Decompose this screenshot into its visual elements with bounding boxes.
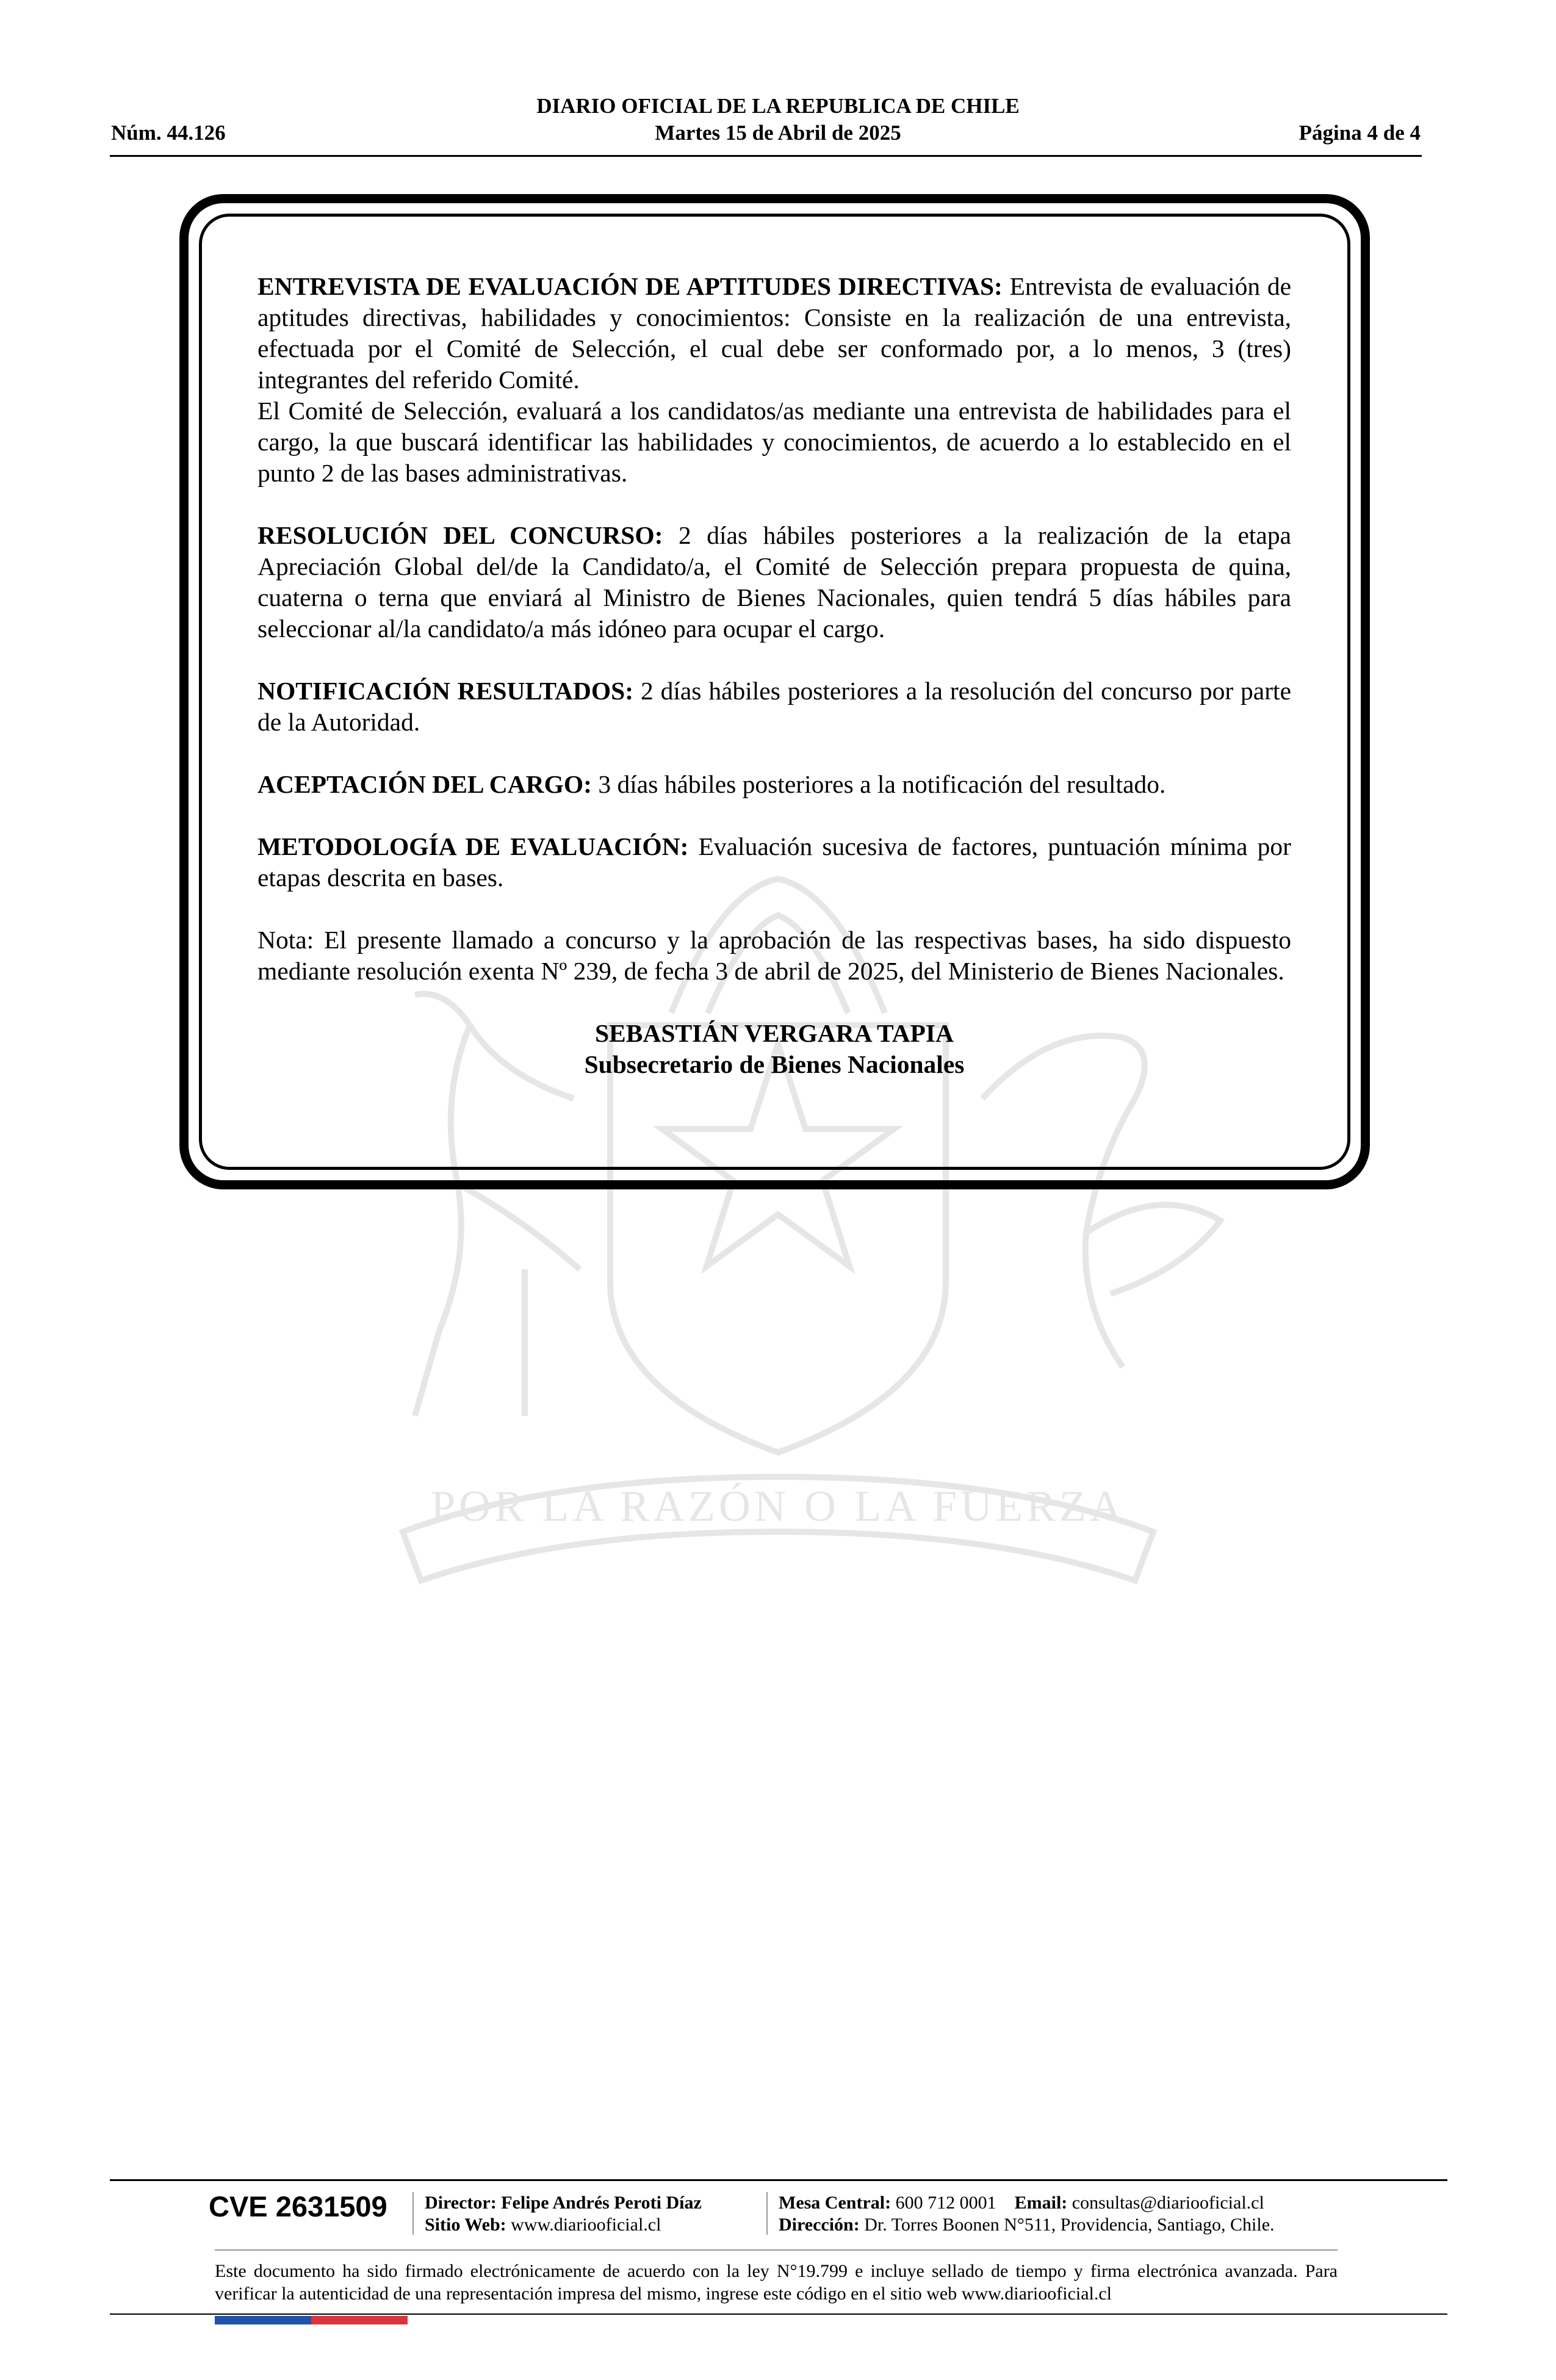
section-metodologia <box>258 831 1291 893</box>
section-heading: NOTIFICACIÓN RESULTADOS: <box>258 677 634 705</box>
flag-blue-segment <box>215 2316 311 2324</box>
footer-divider-bottom <box>110 2313 1447 2315</box>
chile-flag-stripe <box>215 2316 408 2324</box>
director-label: Director: <box>425 2193 497 2213</box>
footer-divider-top <box>110 2179 1447 2181</box>
address-label: Dirección: <box>779 2215 860 2235</box>
legal-notice: Este documento ha sido firmado electrónicamente de acuerdo con la ley N°19.799 e incluye sellado de tiempo y firma electrónica avanzada. Para verificar la autenticidad de una representación impresa del mismo, ingrese este código en el sitio web www.diariooficial.cl <box>215 2261 1338 2304</box>
email-link[interactable]: consultas@diariooficial.cl <box>1072 2193 1264 2213</box>
section-resolucion <box>258 520 1291 644</box>
signatory-name: SEBASTIÁN VERGARA TAPIA <box>594 1019 954 1047</box>
section-text: 3 días hábiles posteriores a la notificación del resultado. <box>598 770 1166 798</box>
header-divider <box>110 155 1422 157</box>
issue-number: Núm. 44.126 <box>111 121 226 145</box>
email-label: Email: <box>1014 2193 1068 2213</box>
mesa-label: Mesa Central: <box>779 2193 891 2213</box>
section-heading: RESOLUCIÓN DEL CONCURSO: <box>258 521 663 549</box>
signature-block <box>258 1018 1291 1080</box>
masthead-date: Martes 15 de Abril de 2025 <box>655 121 901 145</box>
footer-director-block <box>425 2192 702 2236</box>
section-text: 2 días hábiles posteriores a la realización de la etapa Apreciación Global del/de la Candidato/a, el Comité de Selección prepara propuesta de quina, cuaterna o terna que enviará al Ministro de Bienes Nacionales, quien tendrá 5 días hábiles para seleccionar al/la candidato/a más idóneo para ocupar el cargo. <box>258 521 1291 643</box>
section-heading: METODOLOGÍA DE EVALUACIÓN: <box>258 832 689 860</box>
section-entrevista <box>258 271 1291 395</box>
mesa-phone: 600 712 0001 <box>895 2193 996 2213</box>
section-heading: ACEPTACIÓN DEL CARGO: <box>258 770 592 798</box>
notice-body <box>258 271 1291 1080</box>
signatory-title: Subsecretario de Bienes Nacionales <box>584 1050 965 1078</box>
motto-text: POR LA RAZÓN O LA FUERZA <box>430 1482 1126 1531</box>
director-name: Felipe Andrés Peroti Díaz <box>501 2193 702 2213</box>
note-paragraph: Nota: El presente llamado a concurso y la aprobación de las respectivas bases, ha sido dispuesto mediante resolución exenta Nº 239, de fecha 3 de abril de 2025, del Ministerio de Bienes Nacionales. <box>258 926 1291 985</box>
section-text: 2 días hábiles posteriores a la resolución del concurso por parte de la Autoridad. <box>258 677 1292 736</box>
section-entrevista-extra: El Comité de Selección, evaluará a los candidatos/as mediante una entrevista de habilidades para el cargo, la que buscará identificar las habilidades y conocimientos, de acuerdo a lo establecido en el punto 2 de las bases administrativas. <box>258 397 1291 487</box>
footer-separator <box>766 2192 768 2235</box>
section-notificacion <box>258 676 1291 738</box>
masthead-title: DIARIO OFICIAL DE LA REPUBLICA DE CHILE <box>536 94 1020 118</box>
section-text: Entrevista de evaluación de aptitudes directivas, habilidades y conocimientos: Consiste en la realización de una entrevista, efectuada por el Comité de Selección, el cual debe ser conformado por, a lo menos, 3 (tres) integrantes del referido Comité. <box>258 272 1292 394</box>
section-heading: ENTREVISTA DE EVALUACIÓN DE APTITUDES DIRECTIVAS: <box>258 272 1003 300</box>
website-label: Sitio Web: <box>425 2215 506 2235</box>
footer-separator <box>412 2192 414 2235</box>
page-indicator: Página 4 de 4 <box>1298 121 1421 145</box>
footer-contact-block <box>779 2192 1275 2236</box>
footer-divider-mid <box>215 2249 1338 2251</box>
flag-red-segment <box>311 2316 408 2324</box>
section-aceptacion <box>258 769 1291 800</box>
section-text: Evaluación sucesiva de factores, puntuación mínima por etapas descrita en bases. <box>258 832 1291 892</box>
address-value: Dr. Torres Boonen N°511, Providencia, Santiago, Chile. <box>864 2215 1275 2235</box>
cve-code: CVE 2631509 <box>209 2190 387 2223</box>
website-link[interactable]: www.diariooficial.cl <box>511 2215 661 2235</box>
